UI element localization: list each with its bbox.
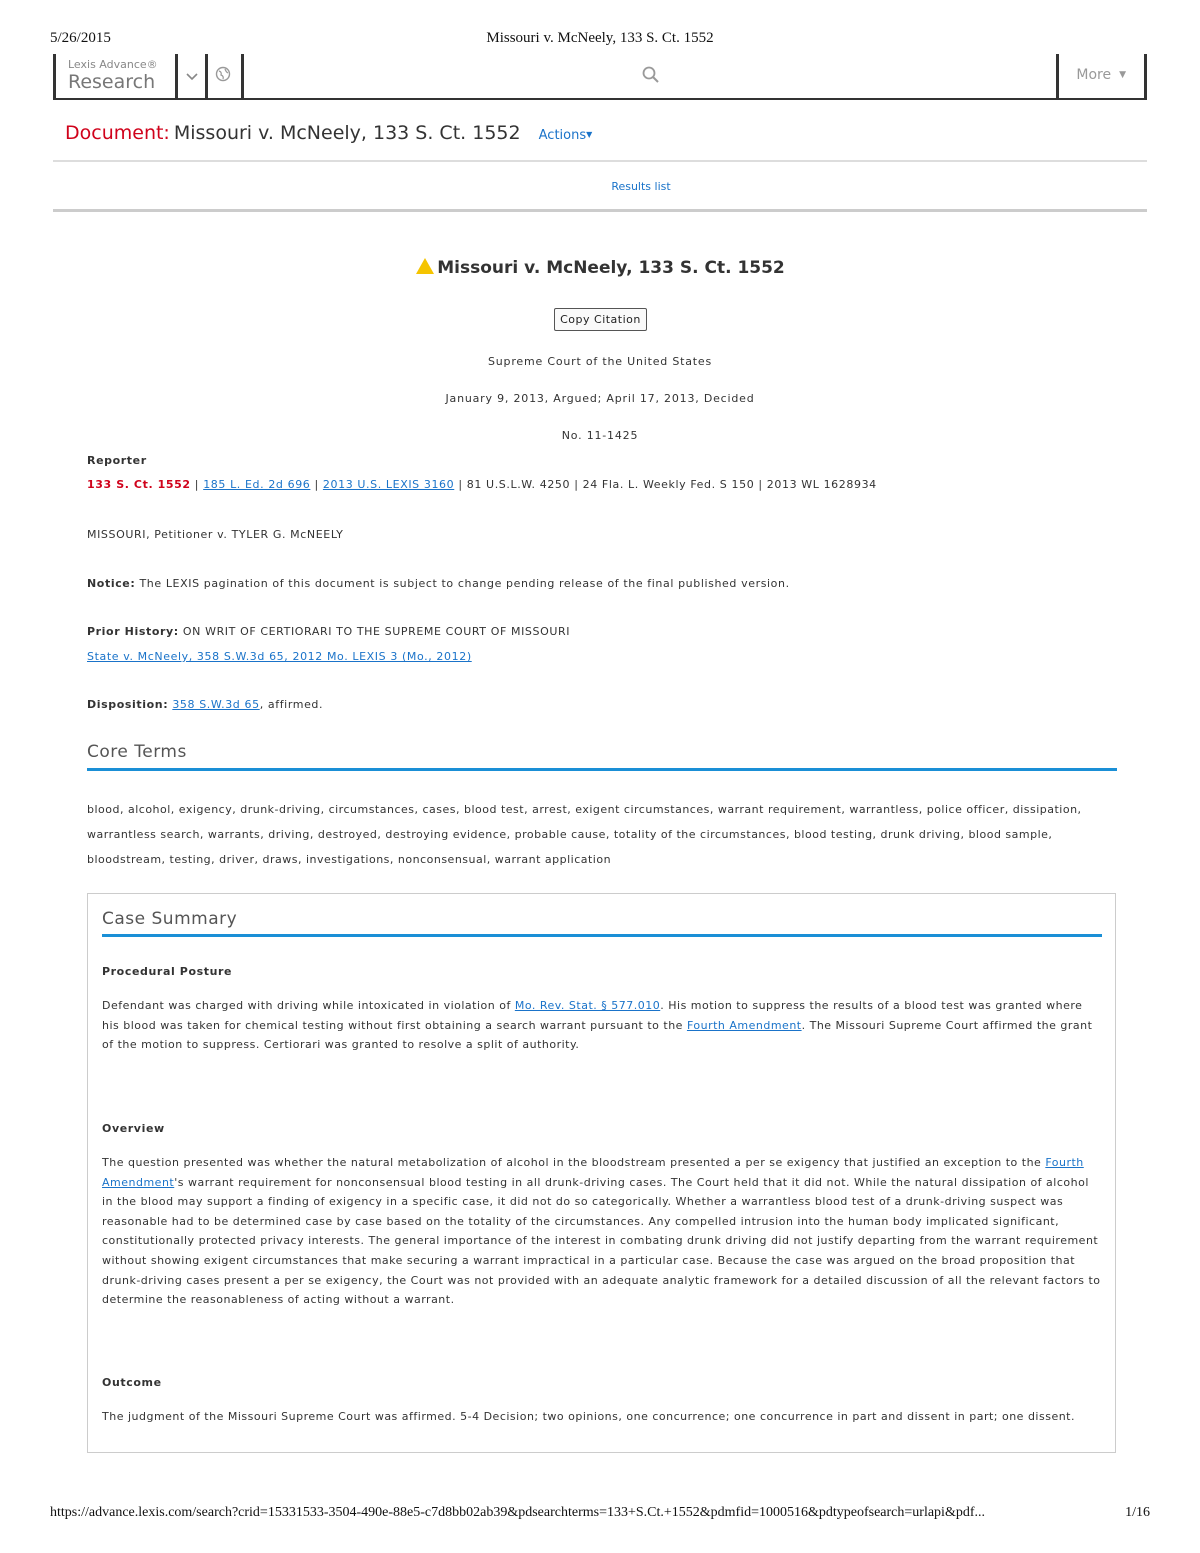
- disposition-label: Disposition:: [87, 698, 169, 711]
- globe-button[interactable]: [211, 62, 235, 90]
- top-bar: [53, 54, 1147, 100]
- statute-link[interactable]: Mo. Rev. Stat. § 577.010: [514, 999, 661, 1012]
- disposition-text: , affirmed.: [259, 698, 324, 711]
- reporter-label: Reporter: [87, 454, 147, 467]
- print-header: [50, 30, 1150, 50]
- case-title: [0, 257, 1200, 278]
- search-input[interactable]: [246, 54, 1056, 98]
- toolbar-divider: [241, 54, 244, 100]
- outcome-text: The judgment of the Missouri Supreme Court was affirmed. 5-4 Decision; two opinions, one concurrence; one concurrence in part and dissent in part; one dissent.: [102, 1410, 1075, 1423]
- case-title-text: Missouri v. McNeely, 133 S. Ct. 1552: [437, 258, 785, 278]
- prior-history-label: Prior History:: [87, 625, 179, 638]
- court-name: Supreme Court of the United States: [487, 355, 712, 368]
- caret-down-icon: ▼: [586, 130, 593, 139]
- copy-citation-button[interactable]: Copy Citation: [554, 308, 647, 331]
- parties: MISSOURI, Petitioner v. TYLER G. McNEELY: [87, 528, 344, 541]
- actions-label: Actions: [538, 128, 587, 143]
- brand-product-label: Research: [68, 71, 156, 93]
- notice-text: The LEXIS pagination of this document is subject to change pending release of the final published version.: [135, 577, 790, 590]
- toolbar-divider: [175, 54, 178, 100]
- overview-heading: Overview: [102, 1122, 165, 1135]
- actions-menu-button[interactable]: [539, 128, 593, 143]
- search-icon[interactable]: [641, 65, 663, 87]
- print-page-number: 1/16: [1125, 1505, 1150, 1520]
- results-list-link[interactable]: Results list: [611, 180, 671, 193]
- disposition: [87, 698, 1127, 711]
- disposition-link[interactable]: 358 S.W.3d 65: [172, 698, 260, 711]
- procedural-posture-heading: Procedural Posture: [102, 965, 233, 978]
- product-switcher-button[interactable]: [180, 62, 204, 90]
- toolbar-divider: [1056, 54, 1059, 100]
- document-heading: [65, 122, 592, 144]
- warning-triangle-icon[interactable]: [415, 257, 435, 275]
- divider: [53, 209, 1147, 212]
- notice: [87, 577, 1127, 590]
- case-summary-heading: Case Summary: [102, 909, 1102, 937]
- print-title: Missouri v. McNeely, 133 S. Ct. 1552: [486, 30, 714, 46]
- overview-text: The question presented was whether the natural metabolization of alcohol in the bloodstream presented a per se exigency that justified an exception to the Fourth Amendment's warrant requirement for nonconsensual blood testing in all drunk-driving cases. The Court held that it did not. While the natural dissipation of alcohol in the blood may support a finding of exigency in a specific case, it did not do so categorically. Whether a warrantless blood test of a drunk-driving suspect was reasonable had to be determined case by case based on the totality of the circumstances. Any compelled intrusion into the human body implicated significant, constitutionally protected privacy interests. The general importance of the interest in combating drunk driving did not justify departing from the warrant requirement without showing exigent circumstances that make securing a warrant impractical in a particular case. Because the case was argued on the broad proposition that drunk-driving cases present a per se exigency, the Court was not provided with an adequate analytic framework for a detailed discussion of all the relevant factors to determine the reasonableness of acting without a warrant.: [102, 1156, 1101, 1307]
- print-date: 5/26/2015: [50, 30, 111, 46]
- reporter-citations: 133 S. Ct. 1552 | 185 L. Ed. 2d 696 | 2013 U.S. LEXIS 3160 | 81 U.S.L.W. 4250 | 24 Fla. L. Weekly Fed. S 150 | 2013 WL 1628934: [87, 478, 877, 491]
- chevron-down-icon: [185, 67, 199, 86]
- core-terms-list: blood, alcohol, exigency, drunk-driving, circumstances, cases, blood test, arrest, exigent circumstances, warrant requirement, warrantless, police officer, dissipation, warrantless search, warrants, driving, destroyed, destroying evidence, probable cause, totality of the circumstances, blood testing, drunk driving, blood sample, bloodstream, testing, driver, draws, investigations, nonconsensual, warrant application: [87, 803, 1082, 866]
- brand-small-label: Lexis Advance®: [68, 58, 158, 71]
- print-url: https://advance.lexis.com/search?crid=15331533-3504-490e-88e5-c7d8bb02ab39&pdsearchterms=133+S.Ct.+1552&pdmfid=1000516&pdtypeofsearch=urlapi&pdf...: [50, 1505, 985, 1520]
- more-menu-button[interactable]: [1076, 67, 1126, 83]
- fourth-amendment-link[interactable]: Fourth Amendment: [102, 1156, 1084, 1189]
- brand-logo[interactable]: [68, 58, 178, 98]
- divider: [53, 160, 1147, 162]
- notice-label: Notice:: [87, 577, 136, 590]
- caret-down-icon: ▼: [1119, 70, 1126, 80]
- case-summary-panel: [87, 893, 1116, 1453]
- globe-icon: [215, 66, 231, 86]
- more-label: More: [1076, 67, 1112, 83]
- fourth-amendment-link[interactable]: Fourth Amendment: [686, 1018, 802, 1032]
- citation-link[interactable]: 2013 U.S. LEXIS 3160: [322, 478, 455, 491]
- case-dates: January 9, 2013, Argued; April 17, 2013, Decided: [445, 392, 755, 405]
- print-footer: [50, 1505, 1150, 1525]
- docket-number: No. 11-1425: [561, 429, 639, 442]
- citation-link[interactable]: 185 L. Ed. 2d 696: [203, 478, 311, 491]
- prior-history: [87, 625, 1127, 638]
- prior-history-text: ON WRIT OF CERTIORARI TO THE SUPREME COURT OF MISSOURI: [178, 625, 571, 638]
- core-terms-heading: Core Terms: [87, 742, 1117, 771]
- toolbar-divider: [205, 54, 208, 100]
- prior-history-link[interactable]: State v. McNeely, 358 S.W.3d 65, 2012 Mo. LEXIS 3 (Mo., 2012): [87, 650, 472, 663]
- outcome-heading: Outcome: [102, 1376, 162, 1389]
- other-citations: | 81 U.S.L.W. 4250 | 24 Fla. L. Weekly Fed. S 150 | 2013 WL 1628934: [454, 478, 877, 491]
- document-name: Missouri v. McNeely, 133 S. Ct. 1552: [173, 122, 521, 144]
- procedural-posture-text: Defendant was charged with driving while intoxicated in violation of Mo. Rev. Stat. § 577.010. His motion to suppress the results of a blood test was granted where his blood was taken for chemical testing without first obtaining a search warrant pursuant to the Fourth Amendment. The Missouri Supreme Court affirmed the grant of the motion to suppress. Certiorari was granted to resolve a split of authority.: [102, 999, 1093, 1052]
- document-label: Document:: [65, 122, 170, 144]
- primary-citation: 133 S. Ct. 1552: [87, 478, 191, 491]
- prior-history-link-row: [87, 650, 1127, 663]
